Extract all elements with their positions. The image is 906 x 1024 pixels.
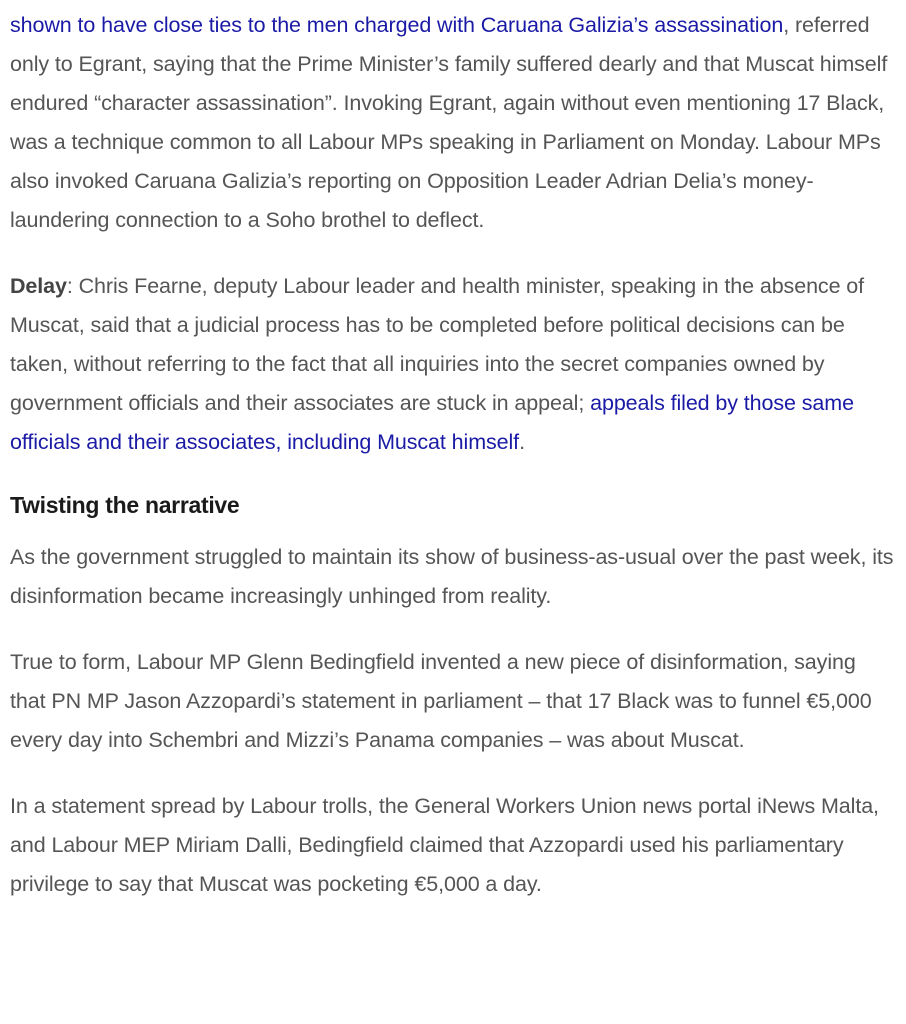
paragraph-trailing-period: . (519, 430, 525, 454)
section-heading: Twisting the narrative (10, 492, 240, 518)
inline-link-close-ties[interactable]: shown to have close ties to the men charged with Caruana Galizia’s assassination (10, 13, 784, 37)
paragraph-text: referred only to Egrant, saying that the Prime Minister’s family suffered dearly and that Muscat himself endured “character assassination”. Invoking Egrant, again without even mentioning 17 Black, was a technique common to all Labour MPs speaking in Parliament on Monday. Labour MPs also invoked Caruana Galizia’s reporting on Opposition Leader Adrian Delia’s money-laundering connection to a Soho brothel to deflect. (10, 13, 888, 232)
paragraph-lead-label: Delay (10, 274, 67, 298)
article-paragraph: As the government struggled to maintain its show of business-as-usual over the past week, its disinformation became increasingly unhinged from reality. (10, 545, 894, 608)
link-trailing-comma: , (783, 13, 790, 37)
paragraph-text: : Chris Fearne, deputy Labour leader and health minister, speaking in the absence of Muscat, said that a judicial process has to be completed before political decisions can be taken, without referring to the fact that all inquiries into the secret companies owned by government officials and their associates are stuck in appeal; (10, 274, 865, 415)
article-paragraph (10, 267, 896, 462)
article-body (10, 0, 896, 904)
article-paragraph (10, 0, 896, 240)
inline-link-appeals-filed[interactable]: appeals filed by those same officials and their associates, including Muscat himself (10, 391, 854, 454)
article-paragraph: In a statement spread by Labour trolls, the General Workers Union news portal iNews Malta, and Labour MEP Miriam Dalli, Bedingfield claimed that Azzopardi used his parliamentary privilege to say that Muscat was pocketing €5,000 a day. (10, 794, 879, 896)
article-paragraph: True to form, Labour MP Glenn Bedingfield invented a new piece of disinformation, saying that PN MP Jason Azzopardi’s statement in parliament – that 17 Black was to funnel €5,000 every day into Schembri and Mizzi’s Panama companies – was about Muscat. (10, 650, 872, 752)
